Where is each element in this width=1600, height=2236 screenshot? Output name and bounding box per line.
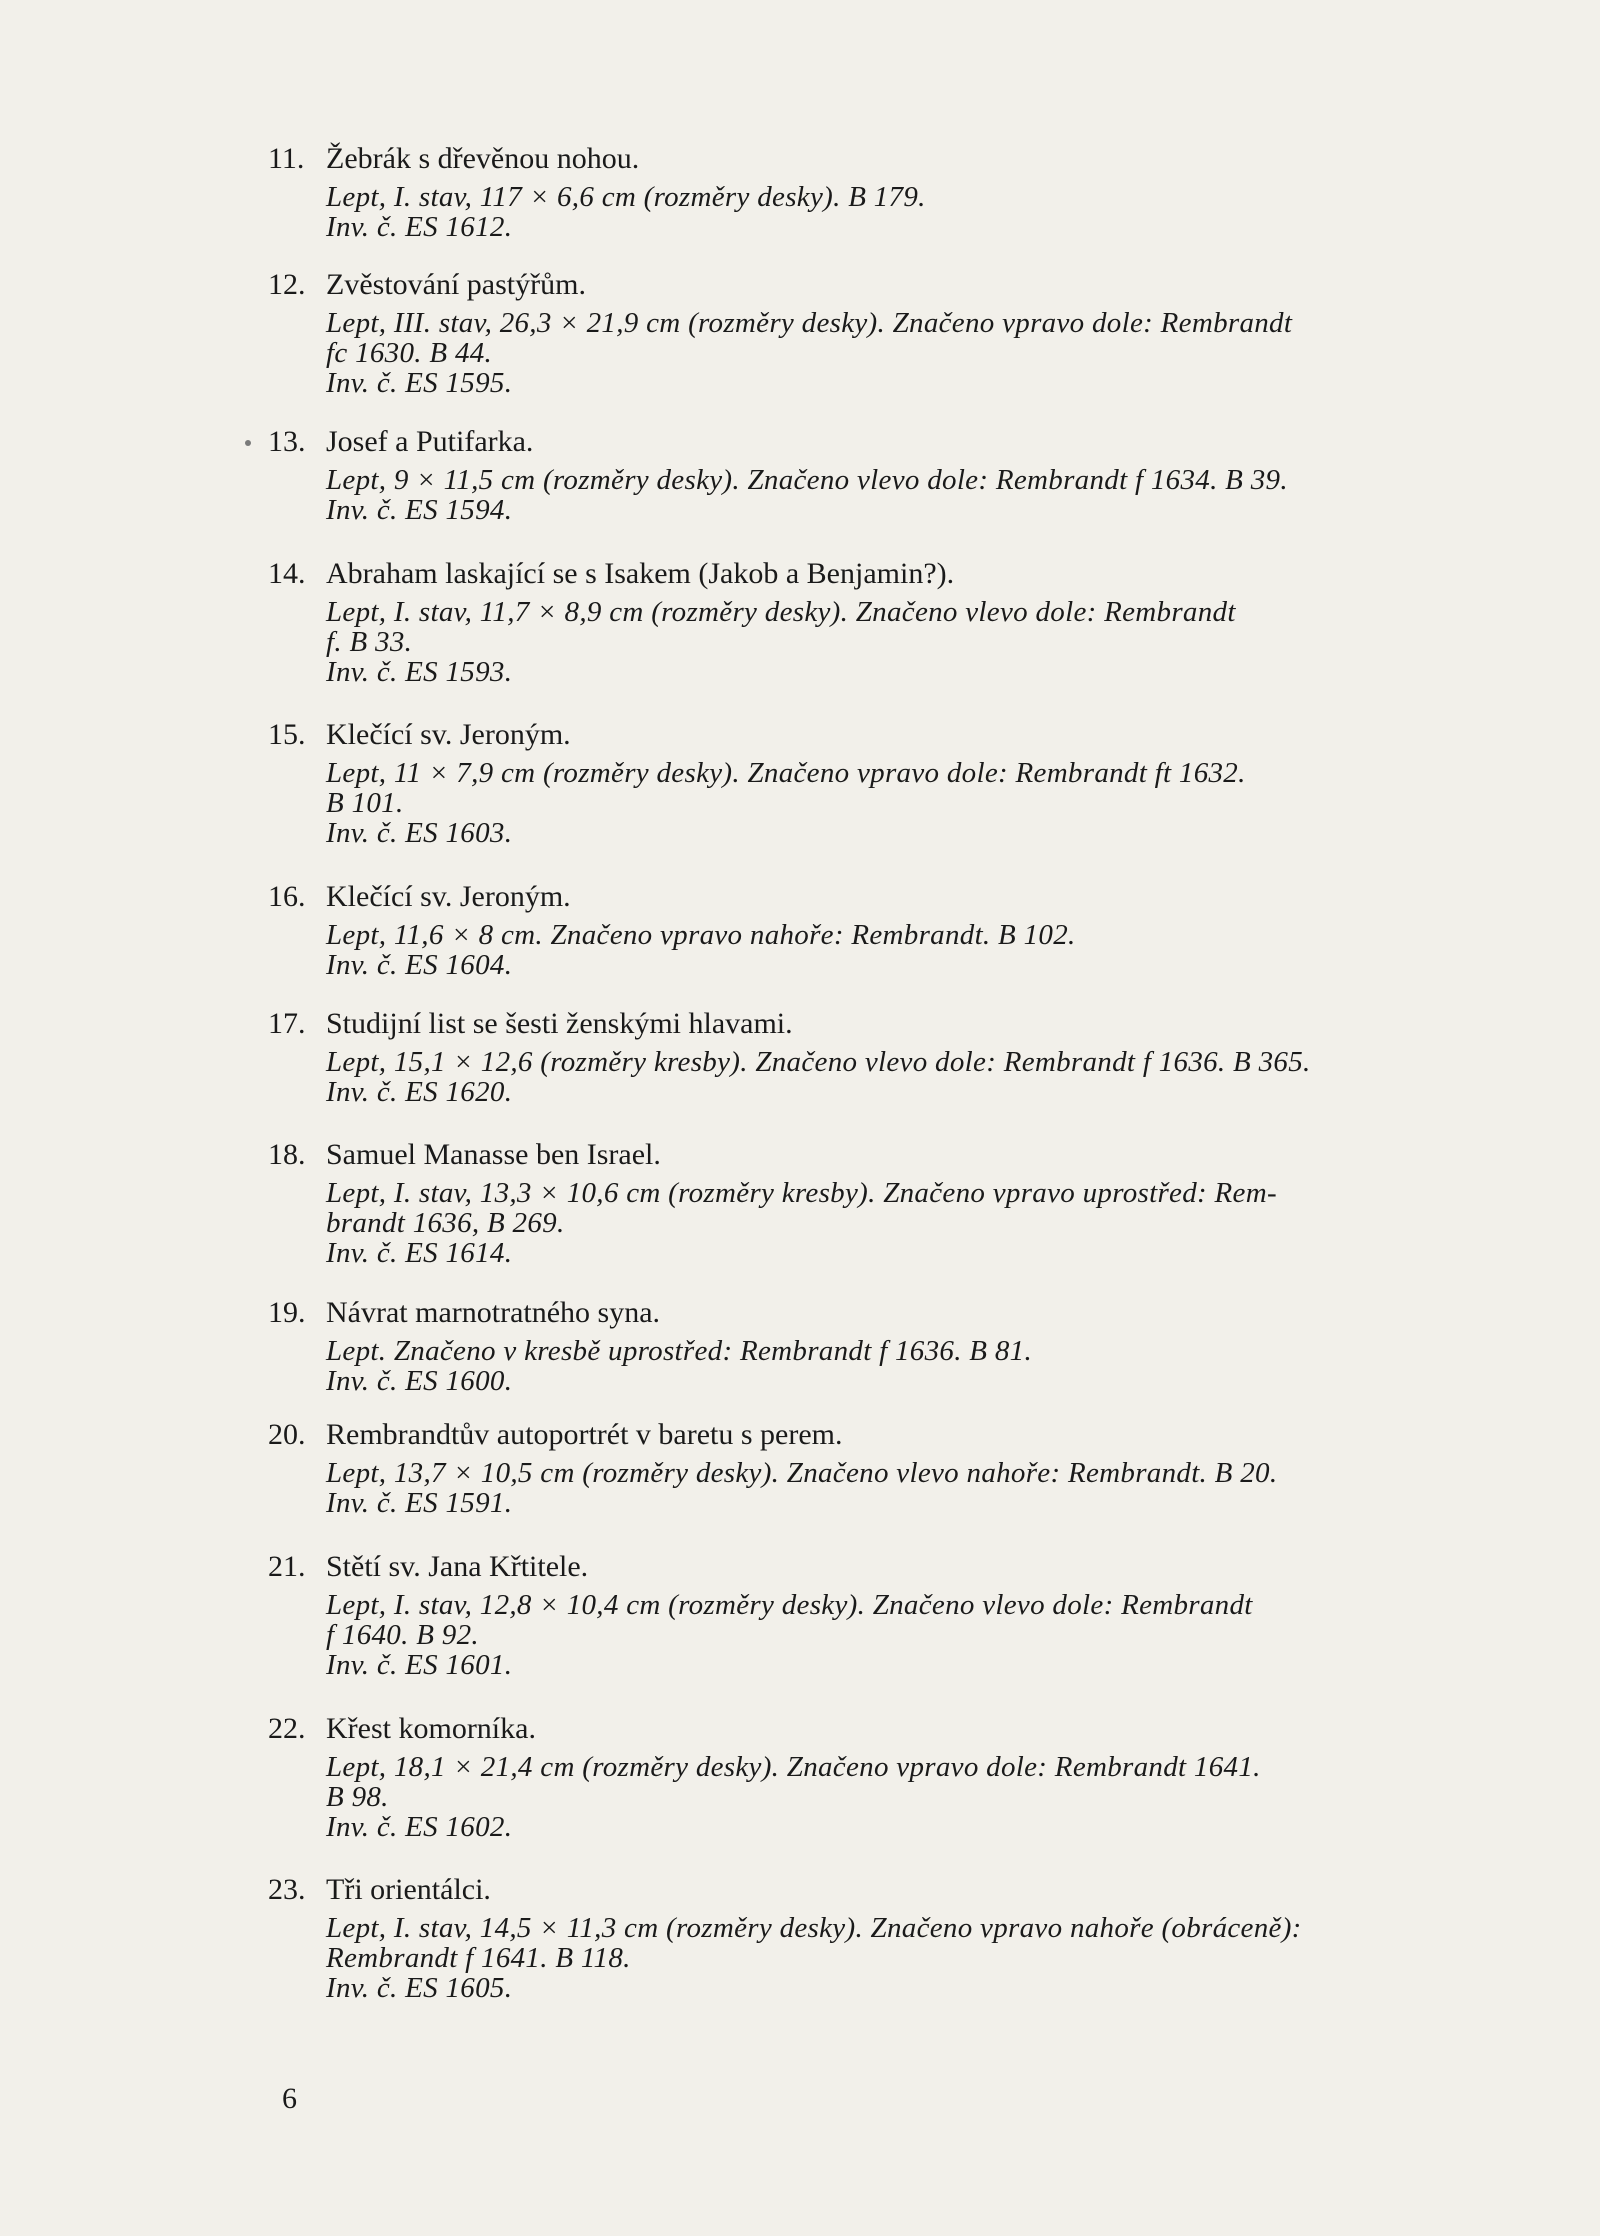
entry-number: 14. <box>268 557 306 590</box>
catalog-entry-23 <box>268 1873 1498 2003</box>
entry-inventory-line: Inv. č. ES 1593. <box>326 656 513 688</box>
entry-detail-line: Lept, 9 × 11,5 cm (rozměry desky). Značeno vlevo dole: Rembrandt f 1634. B 39. <box>326 464 1288 496</box>
entry-detail-line: Lept, 18,1 × 21,4 cm (rozměry desky). Značeno vpravo dole: Rembrandt 1641. <box>326 1751 1261 1783</box>
catalog-entry-15 <box>268 718 1498 848</box>
catalog-entry-22 <box>268 1712 1498 1842</box>
catalog-entry-21 <box>268 1550 1498 1680</box>
entry-detail-line: Lept. Značeno v kresbě uprostřed: Rembrandt f 1636. B 81. <box>326 1335 1033 1367</box>
entry-number: 17. <box>268 1007 306 1040</box>
entry-number: 19. <box>268 1296 306 1329</box>
entry-inventory-line: Inv. č. ES 1612. <box>326 211 513 243</box>
entry-inventory-line: Inv. č. ES 1591. <box>326 1487 513 1519</box>
entry-detail-line: f. B 33. <box>326 626 413 658</box>
entry-title: Křest komorníka. <box>326 1712 536 1745</box>
entry-inventory-line: Inv. č. ES 1620. <box>326 1076 513 1108</box>
catalog-entry-13 <box>268 425 1498 525</box>
entry-number: 12. <box>268 268 306 301</box>
entry-detail-line: fc 1630. B 44. <box>326 337 493 369</box>
entry-detail-line: B 98. <box>326 1781 389 1813</box>
catalog-entry-19 <box>268 1296 1498 1396</box>
entry-number: 15. <box>268 718 306 751</box>
entry-inventory-line: Inv. č. ES 1604. <box>326 949 513 981</box>
entry-number: 23. <box>268 1873 306 1906</box>
entry-title: Studijní list se šesti ženskými hlavami. <box>326 1007 793 1040</box>
entry-title: Tři orientálci. <box>326 1873 491 1906</box>
entry-detail-line: Lept, 13,7 × 10,5 cm (rozměry desky). Značeno vlevo nahoře: Rembrandt. B 20. <box>326 1457 1278 1489</box>
entry-detail-line: Lept, I. stav, 12,8 × 10,4 cm (rozměry desky). Značeno vlevo dole: Rembrandt <box>326 1589 1253 1621</box>
entry-number: 18. <box>268 1138 306 1171</box>
entry-detail-line: Lept, 15,1 × 12,6 (rozměry kresby). Značeno vlevo dole: Rembrandt f 1636. B 365. <box>326 1046 1311 1078</box>
entry-number: 20. <box>268 1418 306 1451</box>
entry-detail-line: Lept, I. stav, 117 × 6,6 cm (rozměry desky). B 179. <box>326 181 926 213</box>
entry-title: Návrat marnotratného syna. <box>326 1296 661 1329</box>
entry-title: Zvěstování pastýřům. <box>326 268 586 301</box>
entry-title: Klečící sv. Jeroným. <box>326 718 571 751</box>
catalog-entry-12 <box>268 268 1498 398</box>
catalog-entry-18 <box>268 1138 1498 1268</box>
entry-detail-line: Lept, 11 × 7,9 cm (rozměry desky). Značeno vpravo dole: Rembrandt ft 1632. <box>326 757 1246 789</box>
entry-title: Žebrák s dřevěnou nohou. <box>326 142 640 175</box>
entry-title: Stětí sv. Jana Křtitele. <box>326 1550 589 1583</box>
entry-detail-line: Lept, I. stav, 13,3 × 10,6 cm (rozměry kresby). Značeno vpravo uprostřed: Rem- <box>326 1177 1277 1209</box>
catalog-entry-20 <box>268 1418 1498 1518</box>
entry-detail-line: Rembrandt f 1641. B 118. <box>326 1942 631 1974</box>
entry-title: Rembrandtův autoportrét v baretu s perem. <box>326 1418 843 1451</box>
entry-number: 22. <box>268 1712 306 1745</box>
entry-detail-line: Lept, I. stav, 11,7 × 8,9 cm (rozměry desky). Značeno vlevo dole: Rembrandt <box>326 596 1236 628</box>
entry-detail-line: Lept, III. stav, 26,3 × 21,9 cm (rozměry desky). Značeno vpravo dole: Rembrandt <box>326 307 1293 339</box>
entry-title: Samuel Manasse ben Israel. <box>326 1138 661 1171</box>
catalog-entry-16 <box>268 880 1498 980</box>
entry-number: 21. <box>268 1550 306 1583</box>
margin-dot <box>245 440 251 446</box>
entry-inventory-line: Inv. č. ES 1601. <box>326 1649 513 1681</box>
page-number: 6 <box>282 2082 297 2115</box>
entry-inventory-line: Inv. č. ES 1600. <box>326 1365 513 1397</box>
entry-detail-line: Lept, I. stav, 14,5 × 11,3 cm (rozměry desky). Značeno vpravo nahoře (obráceně): <box>326 1912 1302 1944</box>
entry-detail-line: brandt 1636, B 269. <box>326 1207 565 1239</box>
entry-detail-line: B 101. <box>326 787 404 819</box>
entry-inventory-line: Inv. č. ES 1602. <box>326 1811 513 1843</box>
entry-inventory-line: Inv. č. ES 1603. <box>326 817 513 849</box>
entry-detail-line: Lept, 11,6 × 8 cm. Značeno vpravo nahoře: Rembrandt. B 102. <box>326 919 1076 951</box>
catalog-entry-11 <box>268 142 1498 242</box>
catalog-entry-17 <box>268 1007 1498 1107</box>
entry-inventory-line: Inv. č. ES 1614. <box>326 1237 513 1269</box>
entry-number: 11. <box>268 142 305 175</box>
entry-inventory-line: Inv. č. ES 1595. <box>326 367 513 399</box>
entry-title: Abraham laskající se s Isakem (Jakob a Benjamin?). <box>326 557 955 590</box>
catalog-entry-14 <box>268 557 1498 687</box>
entry-number: 13. <box>268 425 306 458</box>
entry-detail-line: f 1640. B 92. <box>326 1619 479 1651</box>
entry-inventory-line: Inv. č. ES 1605. <box>326 1972 513 2004</box>
entry-title: Klečící sv. Jeroným. <box>326 880 571 913</box>
entry-number: 16. <box>268 880 306 913</box>
entry-title: Josef a Putifarka. <box>326 425 534 458</box>
entry-inventory-line: Inv. č. ES 1594. <box>326 494 513 526</box>
